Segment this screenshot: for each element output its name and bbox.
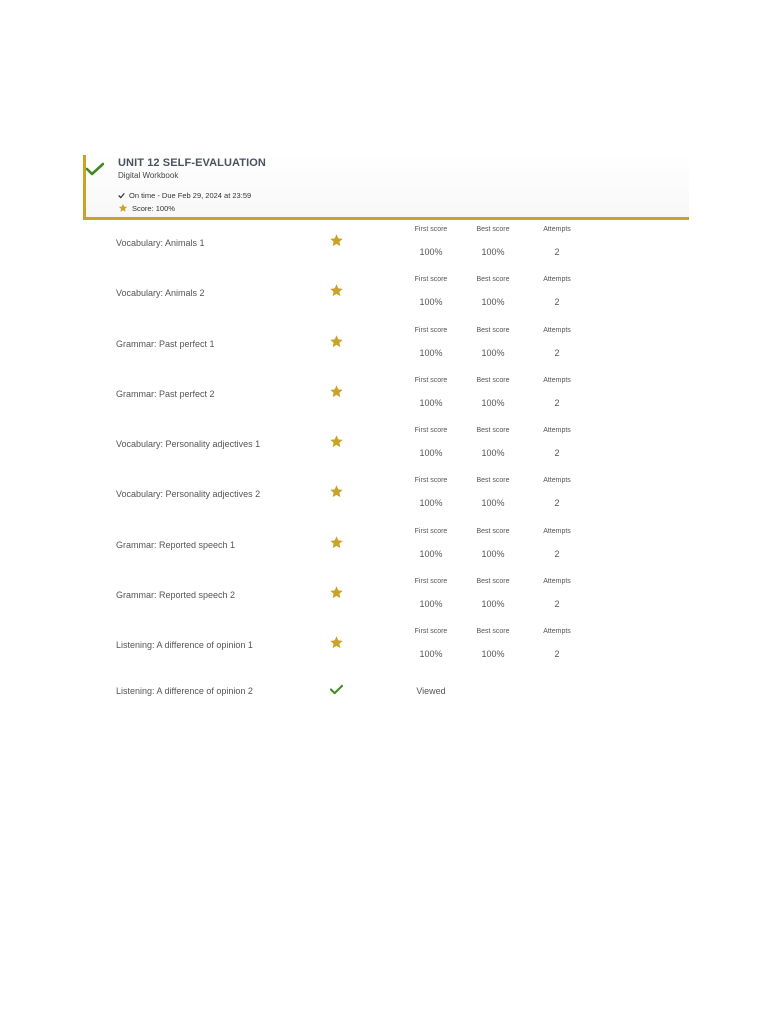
check-icon xyxy=(330,683,343,696)
first-score-label: First score xyxy=(414,276,448,284)
attempts-value: 2 xyxy=(554,347,560,358)
first-score-value: 100% xyxy=(419,498,443,509)
check-icon xyxy=(86,160,104,178)
attempts-label: Attempts xyxy=(543,527,571,535)
attempts-label: Attempts xyxy=(543,276,571,284)
attempts-label: Attempts xyxy=(543,427,571,435)
attempts-value: 2 xyxy=(554,649,560,660)
first-score-value: 100% xyxy=(419,397,443,408)
activity-title[interactable]: Grammar: Past perfect 1 xyxy=(116,338,215,349)
best-score-value: 100% xyxy=(481,397,505,408)
first-score-label: First score xyxy=(414,578,448,586)
first-score-label: First score xyxy=(414,427,448,435)
activity-title[interactable]: Grammar: Past perfect 2 xyxy=(116,388,215,399)
best-score-value: 100% xyxy=(481,649,505,660)
activity-title[interactable]: Listening: A difference of opinion 1 xyxy=(116,640,253,651)
best-score-label: Best score xyxy=(476,326,510,334)
attempts-value: 2 xyxy=(554,599,560,610)
first-score-value: 100% xyxy=(419,448,443,459)
best-score-value: 100% xyxy=(481,498,505,509)
list-item[interactable] xyxy=(0,272,768,322)
first-score-value: 100% xyxy=(419,599,443,610)
assignment-title: UNIT 12 SELF-EVALUATION xyxy=(118,157,266,169)
attempts-value: 2 xyxy=(554,397,560,408)
list-item[interactable] xyxy=(0,675,768,715)
assignment-subtitle: Digital Workbook xyxy=(118,171,179,180)
activity-title[interactable]: Listening: A difference of opinion 2 xyxy=(116,685,253,696)
best-score-value: 100% xyxy=(481,247,505,257)
list-item[interactable] xyxy=(0,373,768,423)
attempts-label: Attempts xyxy=(543,628,571,636)
attempts-label: Attempts xyxy=(543,376,571,384)
due-text: On time - Due Feb 29, 2024 at 23:59 xyxy=(129,191,252,200)
list-item[interactable] xyxy=(0,624,768,674)
activity-title[interactable]: Vocabulary: Animals 2 xyxy=(116,288,205,299)
score-text: Score: 100% xyxy=(132,203,175,213)
attempts-label: Attempts xyxy=(543,326,571,334)
best-score-label: Best score xyxy=(476,578,510,586)
activity-title[interactable]: Vocabulary: Personality adjectives 1 xyxy=(116,439,261,450)
due-status xyxy=(118,191,251,200)
star-icon xyxy=(329,334,344,349)
star-icon xyxy=(329,384,344,399)
first-score-label: First score xyxy=(414,376,448,384)
best-score-label: Best score xyxy=(476,477,510,485)
attempts-value: 2 xyxy=(554,498,560,509)
star-icon xyxy=(118,203,128,213)
star-icon xyxy=(329,283,344,298)
best-score-label: Best score xyxy=(476,226,510,233)
score-status xyxy=(118,203,175,213)
first-score-label: First score xyxy=(414,527,448,535)
activity-title[interactable]: Grammar: Reported speech 1 xyxy=(116,539,236,550)
first-score-label: First score xyxy=(414,628,448,636)
best-score-value: 100% xyxy=(481,548,505,559)
list-item[interactable] xyxy=(0,222,768,272)
activity-title[interactable]: Grammar: Reported speech 2 xyxy=(116,590,236,601)
list-item[interactable] xyxy=(0,574,768,624)
first-score-label: First score xyxy=(414,477,448,485)
best-score-label: Best score xyxy=(476,376,510,384)
best-score-value: 100% xyxy=(481,347,505,358)
first-score-value: 100% xyxy=(419,297,443,308)
assignment-header[interactable] xyxy=(83,155,689,220)
best-score-label: Best score xyxy=(476,628,510,636)
best-score-value: 100% xyxy=(481,448,505,459)
activity-title[interactable]: Vocabulary: Animals 1 xyxy=(116,238,205,248)
best-score-label: Best score xyxy=(476,527,510,535)
first-score-value: 100% xyxy=(419,247,443,257)
best-score-value: 100% xyxy=(481,297,505,308)
star-icon xyxy=(329,635,344,650)
star-icon xyxy=(329,233,344,248)
activity-list xyxy=(0,222,768,715)
attempts-label: Attempts xyxy=(543,578,571,586)
list-item[interactable] xyxy=(0,524,768,574)
first-score-label: First score xyxy=(414,326,448,334)
list-item[interactable] xyxy=(0,423,768,473)
first-score-value: 100% xyxy=(419,548,443,559)
activity-title[interactable]: Vocabulary: Personality adjectives 2 xyxy=(116,489,261,500)
attempts-label: Attempts xyxy=(543,226,571,233)
star-icon xyxy=(329,434,344,449)
first-score-label: First score xyxy=(414,226,448,233)
best-score-value: 100% xyxy=(481,599,505,610)
list-item[interactable] xyxy=(0,473,768,523)
attempts-value: 2 xyxy=(554,297,560,308)
first-score-value: 100% xyxy=(419,347,443,358)
attempts-value: 2 xyxy=(554,247,560,257)
best-score-label: Best score xyxy=(476,427,510,435)
small-check-icon xyxy=(118,192,125,199)
attempts-value: 2 xyxy=(554,448,560,459)
star-icon xyxy=(329,535,344,550)
attempts-label: Attempts xyxy=(543,477,571,485)
attempts-value: 2 xyxy=(554,548,560,559)
best-score-label: Best score xyxy=(476,276,510,284)
first-score-value: 100% xyxy=(419,649,443,660)
viewed-status: Viewed xyxy=(416,685,446,696)
list-item[interactable] xyxy=(0,323,768,373)
star-icon xyxy=(329,484,344,499)
star-icon xyxy=(329,585,344,600)
